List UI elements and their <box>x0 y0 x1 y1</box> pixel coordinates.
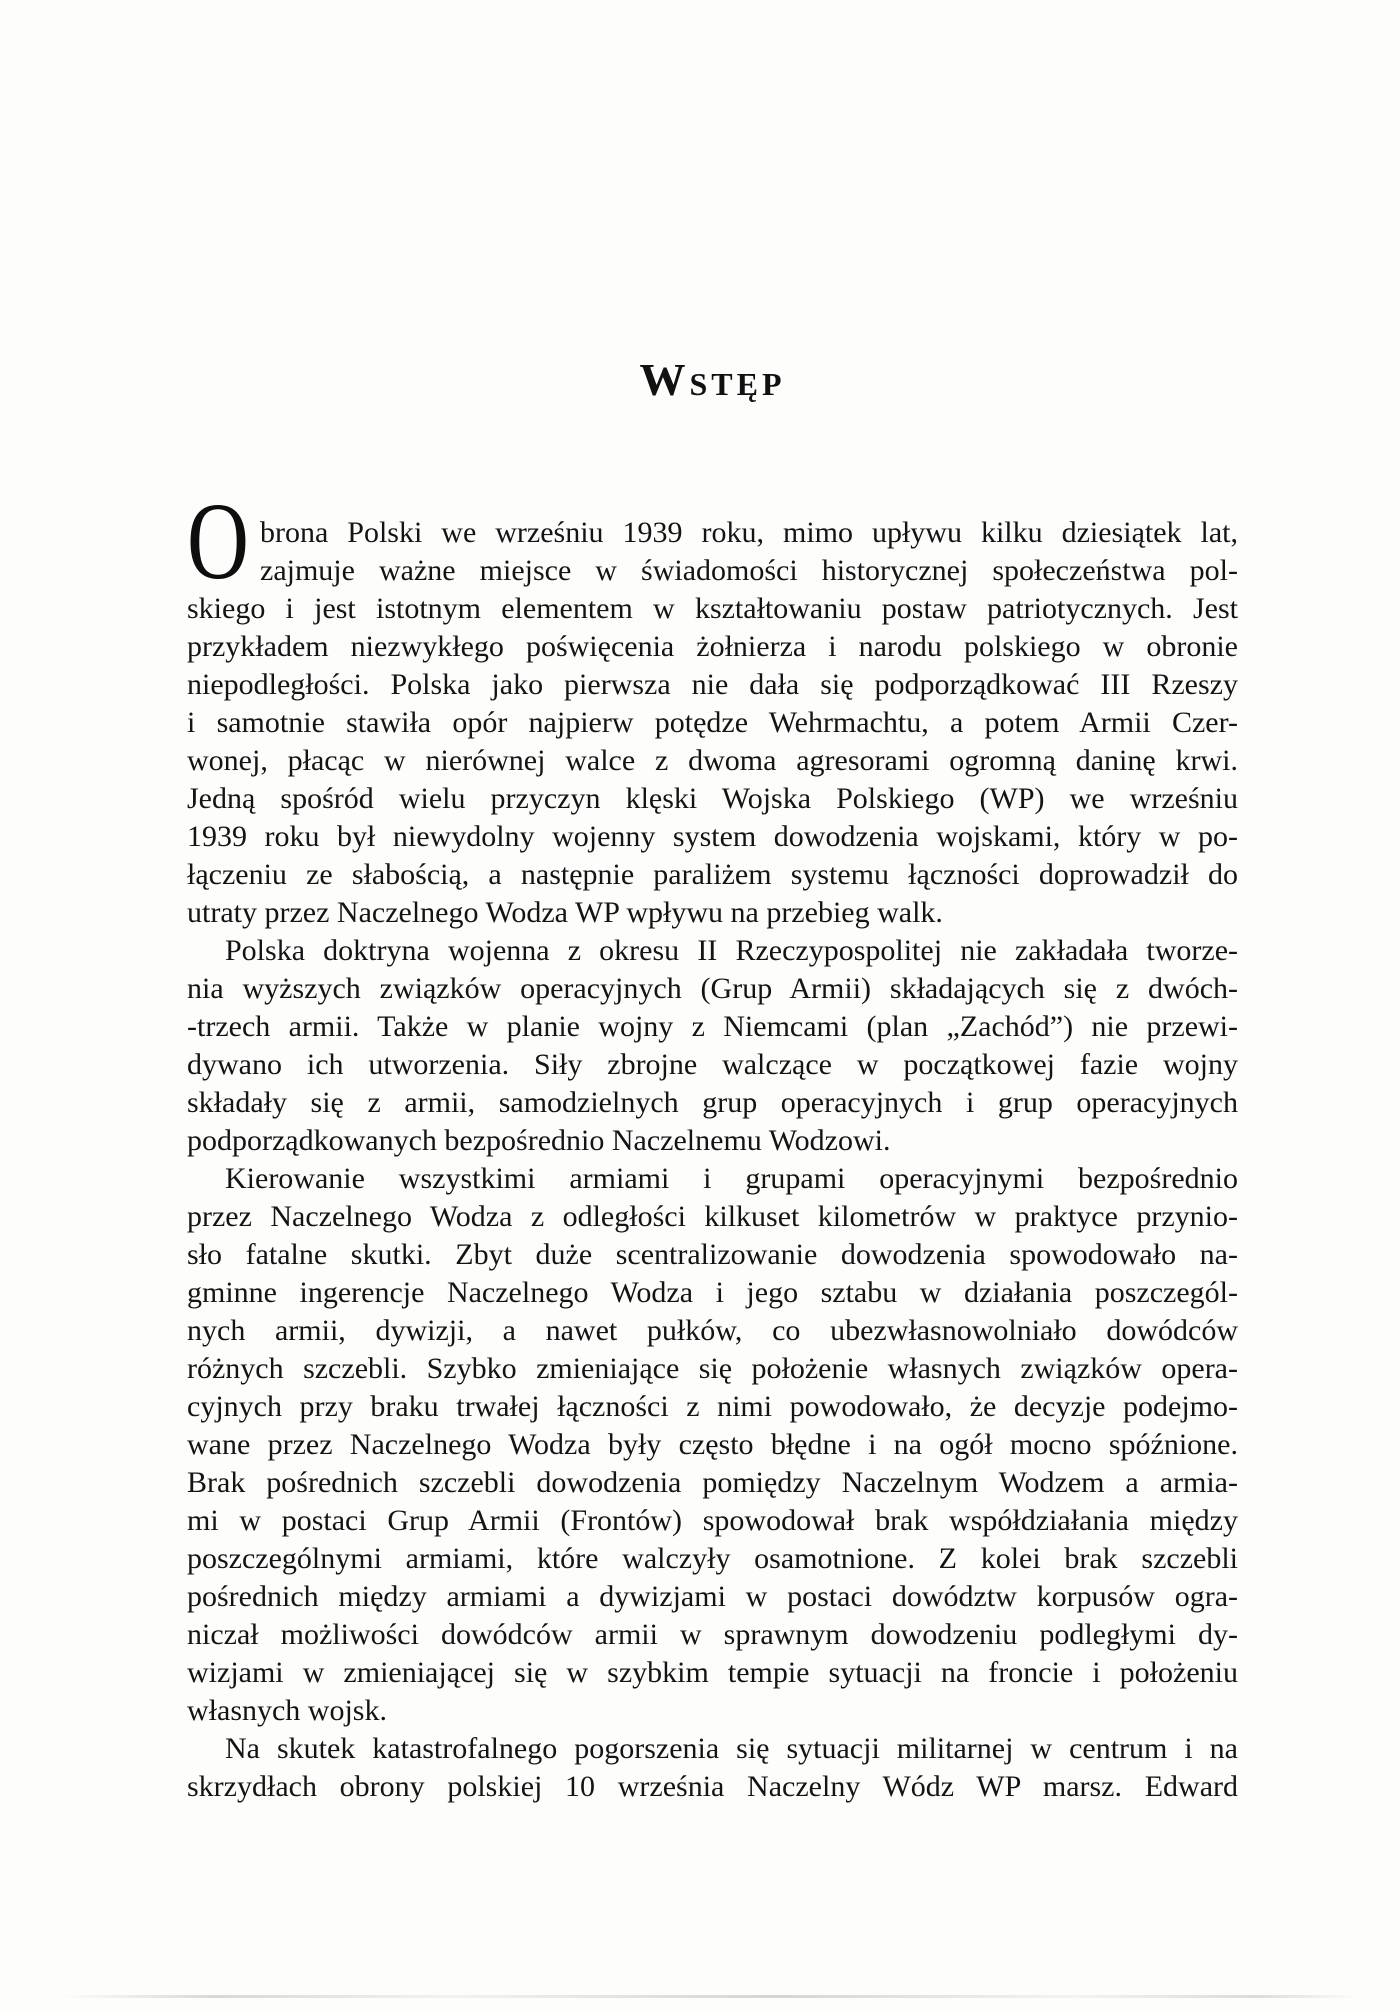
text-line: podporządkowanych bezpośrednio Naczelnemu Wodzowi. <box>187 1124 891 1157</box>
text-line: niepodległości. Polska jako pierwsza nie dała się podporządkować III Rzeszy <box>187 668 1238 701</box>
text-line: własnych wojsk. <box>187 1694 387 1727</box>
text-line: wizjami w zmieniającej się w szybkim tempie sytuacji na froncie i położeniu <box>187 1656 1238 1689</box>
text-line: utraty przez Naczelnego Wodza WP wpływu na przebieg walk. <box>187 896 943 929</box>
text-line: Brak pośrednich szczebli dowodzenia pomiędzy Naczelnym Wodzem a armia- <box>187 1466 1238 1499</box>
scan-artifact <box>60 1995 1360 1998</box>
text-line: Jedną spośród wielu przyczyn klęski Wojska Polskiego (WP) we wrześniu <box>187 782 1238 815</box>
text-line: różnych szczebli. Szybko zmieniające się położenie własnych związków opera- <box>187 1352 1238 1385</box>
text-line: zajmuje ważne miejsce w świadomości historycznej społeczeństwa pol- <box>260 554 1238 587</box>
text-line: sło fatalne skutki. Zbyt duże scentralizowanie dowodzenia spowodowało na- <box>187 1238 1238 1271</box>
paragraph-1 <box>187 480 1238 932</box>
text-line: skrzydłach obrony polskiej 10 września Naczelny Wódz WP marsz. Edward <box>187 1770 1238 1803</box>
text-line: pośrednich między armiami a dywizjami w postaci dowództw korpusów ogra- <box>187 1580 1238 1613</box>
paragraph-4 <box>187 1730 1238 1806</box>
text-line: przykładem niezwykłego poświęcenia żołnierza i narodu polskiego w obronie <box>187 630 1238 663</box>
text-line: łączeniu ze słabością, a następnie paraliżem systemu łączności doprowadził do <box>187 858 1238 891</box>
text-line: mi w postaci Grup Armii (Frontów) spowodował brak współdziałania między <box>187 1504 1238 1537</box>
text-line: Kierowanie wszystkimi armiami i grupami operacyjnymi bezpośrednio <box>225 1162 1238 1195</box>
text-line: wane przez Naczelnego Wodza były często błędne i na ogół mocno spóźnione. <box>187 1428 1238 1461</box>
text-line: skiego i jest istotnym elementem w kształtowaniu postaw patriotycznych. Jest <box>187 592 1238 625</box>
text-line: niczał możliwości dowódców armii w sprawnym dowodzeniu podległymi dy- <box>187 1618 1238 1651</box>
text-line: wonej, płacąc w nierównej walce z dwoma agresorami ogromną daninę krwi. <box>187 744 1238 777</box>
text-line: nych armii, dywizji, a nawet pułków, co ubezwłasnowolniało dowódców <box>187 1314 1238 1347</box>
text-line: składały się z armii, samodzielnych grup operacyjnych i grup operacyjnych <box>187 1086 1238 1119</box>
text-line: -trzech armii. Także w planie wojny z Niemcami (plan „Zachód”) nie przewi- <box>187 1010 1238 1043</box>
text-line: Na skutek katastrofalnego pogorszenia się sytuacji militarnej w centrum i na <box>225 1732 1238 1765</box>
drop-cap: O <box>187 480 249 602</box>
body-text <box>187 480 1238 1806</box>
text-line: i samotnie stawiła opór najpierw potędze Wehrmachtu, a potem Armii Czer- <box>187 706 1238 739</box>
paragraph-3 <box>187 1160 1238 1730</box>
text-line: Polska doktryna wojenna z okresu II Rzeczypospolitej nie zakładała tworze- <box>225 934 1238 967</box>
text-line: przez Naczelnego Wodza z odległości kilkuset kilometrów w praktyce przynio- <box>187 1200 1238 1233</box>
page-content <box>187 0 1238 1806</box>
text-line: gminne ingerencje Naczelnego Wodza i jego sztabu w działania poszczegól- <box>187 1276 1238 1309</box>
paragraph-2 <box>187 932 1238 1160</box>
text-line: nia wyższych związków operacyjnych (Grup Armii) składających się z dwóch- <box>187 972 1238 1005</box>
paragraph-1-lines <box>187 514 1238 932</box>
text-line: brona Polski we wrześniu 1939 roku, mimo upływu kilku dziesiątek lat, <box>260 516 1238 549</box>
text-line: 1939 roku był niewydolny wojenny system dowodzenia wojskami, który w po- <box>187 820 1238 853</box>
chapter-title: Wstęp <box>639 354 786 405</box>
text-line: cyjnych przy braku trwałej łączności z nimi powodowało, że decyzje podejmo- <box>187 1390 1238 1423</box>
text-line: dywano ich utworzenia. Siły zbrojne walczące w początkowej fazie wojny <box>187 1048 1238 1081</box>
text-line: poszczególnymi armiami, które walczyły osamotnione. Z kolei brak szczebli <box>187 1542 1238 1575</box>
